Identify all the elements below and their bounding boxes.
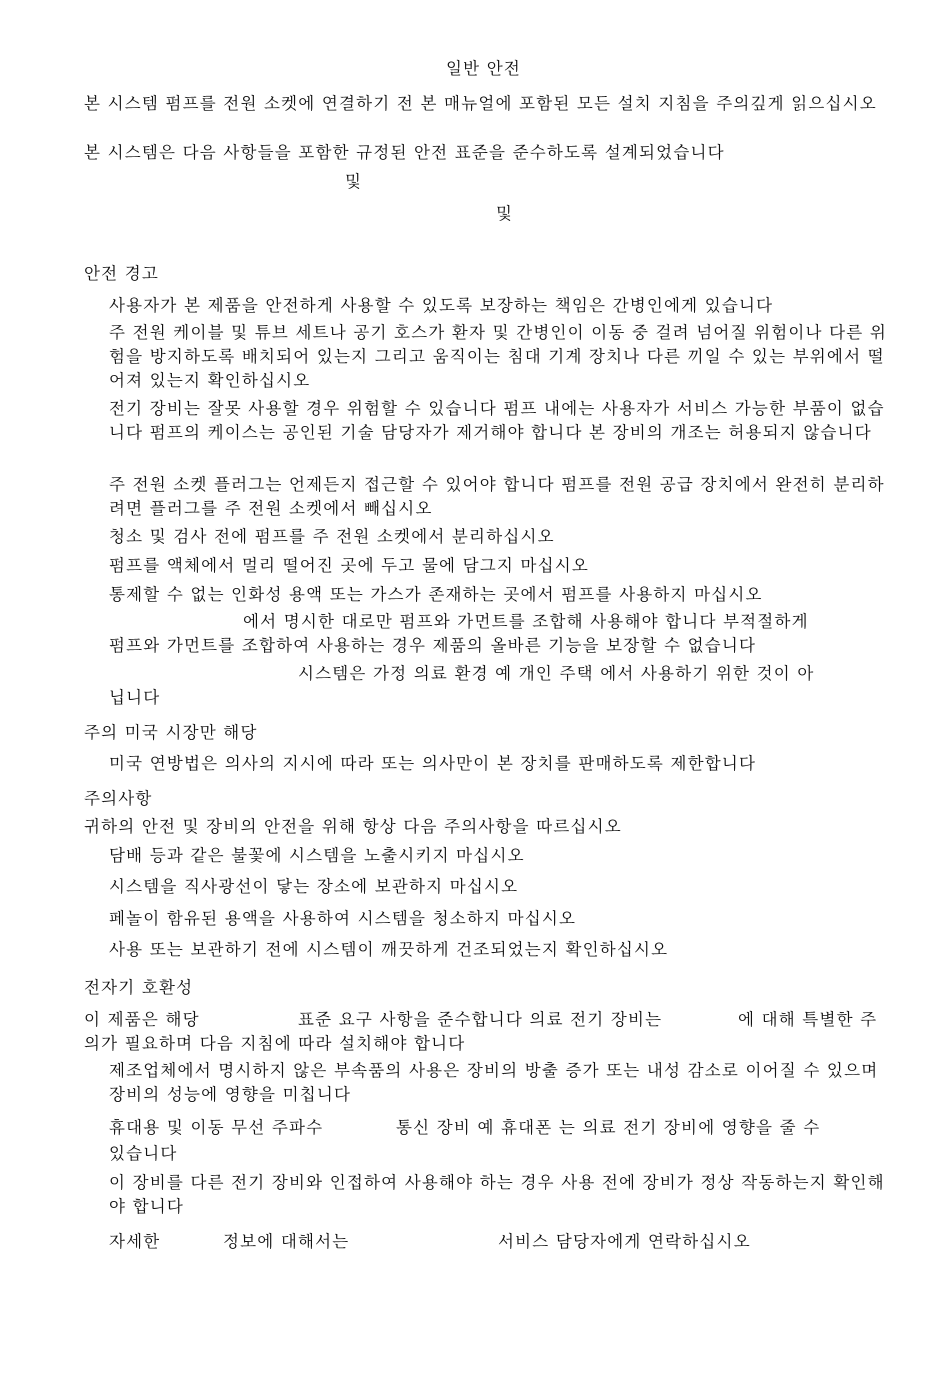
warning-item: 전기 장비는 잘못 사용할 경우 위험할 수 있습니다 펌프 내에는 사용자가 서비스 가능한 부품이 없습니다 펌프의 케이스는 공인된 기술 담당자가 제거해야 합니다 본 장비의 개조는 허용되지 않습니다 [109, 399, 885, 442]
emc-item: 이 장비를 다른 전기 장비와 인접하여 사용해야 하는 경우 사용 전에 장비가 정상 작동하는지 확인해야 합니다 [109, 1173, 885, 1216]
intro-paragraph: 본 시스템 펌프를 전원 소켓에 연결하기 전 본 매뉴얼에 포함된 모든 설치 지침을 주의깊게 읽으십시오 [84, 94, 877, 113]
and-connector: 및 [496, 204, 514, 223]
section-heading-us-caution: 주의 미국 시장만 해당 [84, 723, 258, 742]
caution-item: 사용 또는 보관하기 전에 시스템이 깨끗하게 건조되었는지 확인하십시오 [109, 940, 669, 959]
emc-intro: 이 제품은 해당 [84, 1010, 200, 1029]
warning-item: 닙니다 [109, 688, 161, 707]
emc-item: 자세한 [109, 1232, 161, 1251]
emc-item: 통신 장비 예 휴대폰 는 의료 전기 장비에 영향을 줄 수 [396, 1118, 821, 1137]
emc-intro: 표준 요구 사항을 준수합니다 의료 전기 장비는 [298, 1010, 663, 1029]
warning-item: 주 전원 케이블 및 튜브 세트나 공기 호스가 환자 및 간병인이 이동 중 걸려 넘어질 위험이나 다른 위험을 방지하도록 배치되어 있는지 그리고 움직이는 침대 기계 장치나 다른 끼일 수 있는 부위에서 떨어져 있는지 확인하십시오 [109, 323, 887, 390]
warning-item: 사용자가 본 제품을 안전하게 사용할 수 있도록 보장하는 책임은 간병인에게 있습니다 [109, 296, 774, 315]
warning-item: 펌프와 가먼트를 조합하여 사용하는 경우 제품의 올바른 기능을 보장할 수 없습니다 [109, 636, 757, 655]
warning-item: 통제할 수 없는 인화성 용액 또는 가스가 존재하는 곳에서 펌프를 사용하지 마십시오 [109, 585, 763, 604]
caution-item: 페놀이 함유된 용액을 사용하여 시스템을 청소하지 마십시오 [109, 909, 577, 928]
emc-item: 정보에 대해서는 [223, 1232, 350, 1251]
cautions-intro: 귀하의 안전 및 장비의 안전을 위해 항상 다음 주의사항을 따르십시오 [84, 817, 622, 836]
emc-item: 제조업체에서 명시하지 않은 부속품의 사용은 장비의 방출 증가 또는 내성 감소로 이어질 수 있으며 장비의 성능에 영향을 미칩니다 [109, 1061, 879, 1104]
emc-item: 있습니다 [109, 1144, 178, 1163]
section-title-general-safety: 일반 안전 [446, 59, 522, 78]
emc-intro: 의가 필요하며 다음 지침에 따라 설치해야 합니다 [84, 1034, 466, 1053]
warning-item: 펌프를 액체에서 멀리 떨어진 곳에 두고 물에 담그지 마십시오 [109, 556, 590, 575]
section-heading-cautions: 주의사항 [84, 789, 153, 808]
section-heading-safety-warnings: 안전 경고 [84, 264, 160, 283]
caution-item: 시스템을 직사광선이 닿는 장소에 보관하지 마십시오 [109, 877, 519, 896]
emc-intro: 에 대해 특별한 주 [738, 1010, 878, 1029]
section-heading-emc: 전자기 호환성 [84, 978, 194, 997]
warning-item: 주 전원 소켓 플러그는 언제든지 접근할 수 있어야 합니다 펌프를 전원 공급 장치에서 완전히 분리하려면 플러그를 주 전원 소켓에서 빼십시오 [109, 475, 885, 518]
and-connector: 및 [345, 172, 363, 191]
warning-item: 시스템은 가정 의료 환경 예 개인 주택 에서 사용하기 위한 것이 아 [298, 664, 815, 683]
warning-item: 에서 명시한 대로만 펌프와 가먼트를 조합해 사용해야 합니다 부적절하게 [243, 612, 809, 631]
emc-item: 서비스 담당자에게 연락하십시오 [498, 1232, 751, 1251]
warning-item: 청소 및 검사 전에 펌프를 주 전원 소켓에서 분리하십시오 [109, 527, 555, 546]
standards-paragraph: 본 시스템은 다음 사항들을 포함한 규정된 안전 표준을 준수하도록 설계되었습니다 [84, 143, 725, 162]
us-caution-text: 미국 연방법은 의사의 지시에 따라 또는 의사만이 본 장치를 판매하도록 제한합니다 [109, 754, 757, 773]
caution-item: 담배 등과 같은 불꽃에 시스템을 노출시키지 마십시오 [109, 846, 525, 865]
emc-item: 휴대용 및 이동 무선 주파수 [109, 1118, 324, 1137]
